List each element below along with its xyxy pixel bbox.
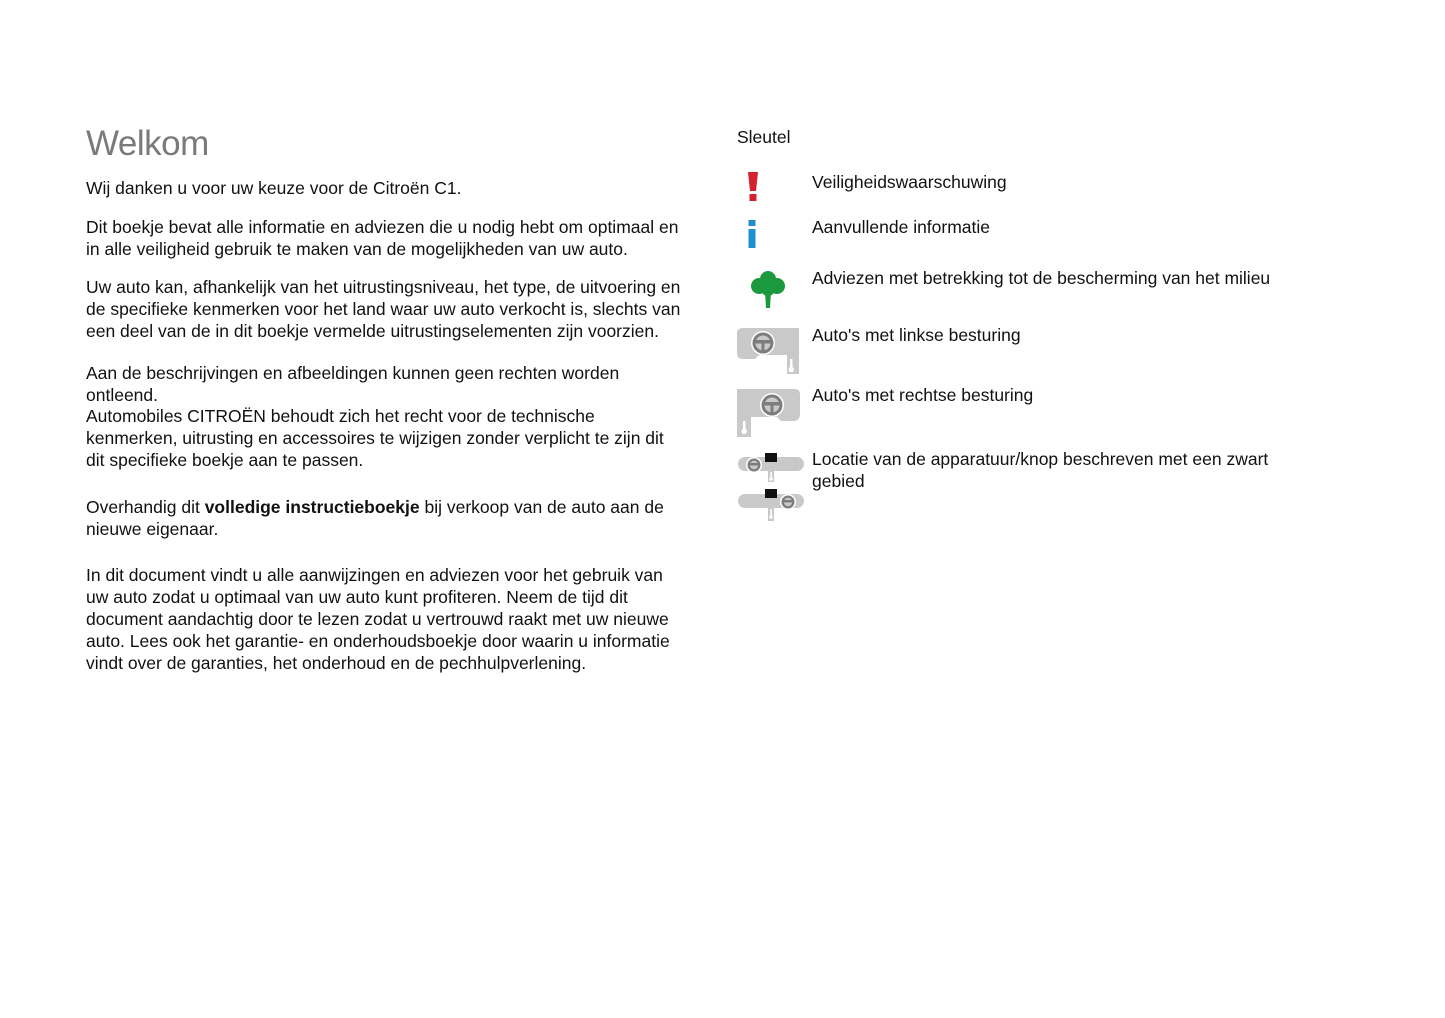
key-section [737,126,1337,491]
intro-paragraph: Dit boekje bevat alle informatie en adviezen die u nodig hebt om optimaal en in alle veiligheid gebruik te maken van de mogelijkheden van uw auto. [86,216,679,259]
equipment-paragraph: Uw auto kan, afhankelijk van het uitrustingsniveau, het type, de uitvoering en de specifieke kenmerken voor het land waar uw auto verkocht is, slechts van een deel van de in dit boekje vermelde uitrustingselementen zijn voorzien. [86,277,681,341]
disclaimer-paragraph [86,363,686,472]
thanks-paragraph: Wij danken u voor uw keuze voor de Citroën C1. [86,178,462,198]
control-location-icon [737,453,805,523]
dashboard-rhd-icon [737,489,805,523]
clover-icon [751,270,785,308]
legend-label: Auto's met rechtse besturing [812,385,1034,405]
legend-label: Locatie van de apparatuur/knop beschreven met een zwart gebied [812,449,1269,491]
right-hand-drive-icon [737,388,801,438]
dashboard-lhd-icon [737,453,805,483]
left-hand-drive-icon [737,327,801,375]
handover-paragraph [86,497,686,541]
handover-text-post: bij verkoop van de auto aan de nieuwe eigenaar. [86,496,664,539]
info-icon [747,220,757,248]
handover-text-pre: Overhandig dit [86,496,205,517]
welcome-section [86,123,686,674]
warning-exclamation-icon [746,172,760,202]
legend-label: Aanvullende informatie [812,217,991,237]
legend-label: Veiligheidswaarschuwing [812,172,1007,192]
usage-paragraph: In dit document vindt u alle aanwijzingen en adviezen voor het gebruik van uw auto zodat u optimaal van uw auto kunt profiteren. Neem de tijd dit document aandachtig door te lezen zodat u vertrouwd raakt met uw nieuwe auto. Lees ook het garantie- en onderhoudsboekje door waarin u informatie vindt over de garanties, het onderhoud en de pechhulpverlening. [86,565,670,673]
legend-label: Adviezen met betrekking tot de bescherming van het milieu [812,268,1271,288]
key-title: Sleutel [737,127,791,147]
legend-label: Auto's met linkse besturing [812,325,1021,345]
page-title: Welkom [86,124,209,163]
disclaimer-text: Aan de beschrijvingen en afbeeldingen kunnen geen rechten worden ontleend. [86,362,620,405]
rights-text: Automobiles CITROËN behoudt zich het recht voor de technische kenmerken, uitrusting en accessoires te wijzigen zonder verplicht te zijn dit dit specifieke boekje aan te passen. [86,406,664,470]
handover-text-bold: volledige instructieboekje [204,496,420,517]
